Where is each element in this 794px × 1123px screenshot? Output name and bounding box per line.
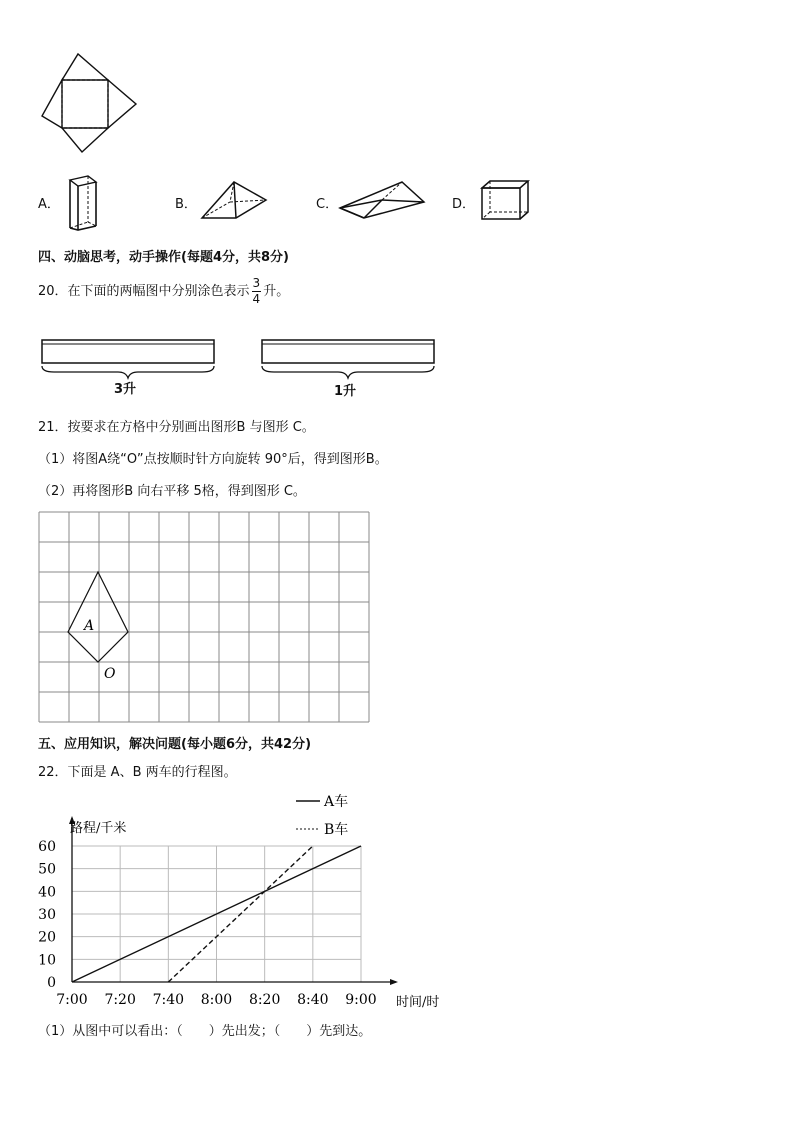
- x-tick-label: 8:20: [248, 992, 281, 1008]
- option-d-label: D．: [452, 197, 476, 212]
- y-tick-label: 60: [38, 839, 56, 855]
- section5-heading: 五、应用知识，解决问题(每小题6分，共42分): [38, 737, 312, 752]
- y-tick-label: 40: [38, 884, 56, 901]
- shape-a-kite: [68, 572, 128, 662]
- y-tick-label: 10: [38, 952, 56, 969]
- legend-label-1: B车: [324, 822, 349, 838]
- y-tick-label: 20: [38, 929, 56, 946]
- q21-part1: （1）将图A绕“O”点按顺时针方向旋转 90°后，得到图形B。: [38, 452, 388, 467]
- option-a-label: A．: [38, 197, 60, 212]
- y-tick-label: 30: [38, 907, 56, 923]
- bar-1-liter-label: 1升: [334, 384, 357, 399]
- q20-suffix: 升。: [263, 284, 290, 299]
- x-axis-arrow: [390, 979, 398, 985]
- grid-lines: [39, 512, 369, 722]
- x-tick-label: 8:40: [297, 992, 329, 1008]
- bar-3-liter: [40, 336, 220, 382]
- option-c-label: C．: [316, 197, 339, 212]
- option-b-label: B．: [175, 197, 197, 212]
- q22-question1: （1）从图中可以看出：（ ）先出发；（ ）先到达。: [38, 1024, 372, 1039]
- travel-line-chart: [30, 788, 470, 1010]
- x-tick-label: 8:00: [200, 992, 233, 1008]
- q20-prefix: 20．在下面的两幅图中分别涂色表示: [38, 284, 250, 299]
- flat-triangular-prism-icon: [338, 180, 430, 222]
- q20-stem: [38, 276, 289, 307]
- fraction-denominator: 4: [252, 292, 261, 306]
- tall-triangular-prism-icon: [64, 170, 104, 232]
- section4-heading: 四、动脑思考，动手操作(每题4分，共8分): [38, 250, 289, 265]
- fraction-numerator: 3: [252, 276, 261, 290]
- pyramid-net-figure: [38, 48, 138, 158]
- bar-3-liter-label: 3升: [114, 382, 137, 397]
- legend-label-0: A车: [324, 794, 349, 810]
- q22-stem: 22．下面是 A、B 两车的行程图。: [38, 765, 237, 780]
- y-axis-title: 路程/千米: [70, 821, 127, 836]
- point-o-label: O: [104, 666, 116, 682]
- x-tick-label: 7:20: [104, 992, 136, 1008]
- y-tick-label: 50: [38, 861, 56, 878]
- three-quarters-fraction: [252, 276, 262, 307]
- y-tick-label: 0: [47, 975, 56, 991]
- pyramid-icon: [200, 180, 270, 222]
- x-axis-title: 时间/时: [396, 995, 440, 1010]
- cube-icon: [478, 178, 532, 222]
- q21-stem: 21．按要求在方格中分别画出图形B 与图形 C。: [38, 420, 315, 435]
- x-tick-label: 7:40: [152, 992, 185, 1008]
- q21-part2: （2）再将图形B 向右平移 5格，得到图形 C。: [38, 484, 306, 499]
- x-tick-label: 9:00: [345, 992, 377, 1008]
- square-grid: [38, 510, 374, 724]
- shape-a-label: A: [84, 618, 95, 634]
- bar-1-liter: [260, 336, 440, 382]
- x-tick-label: 7:00: [56, 992, 88, 1008]
